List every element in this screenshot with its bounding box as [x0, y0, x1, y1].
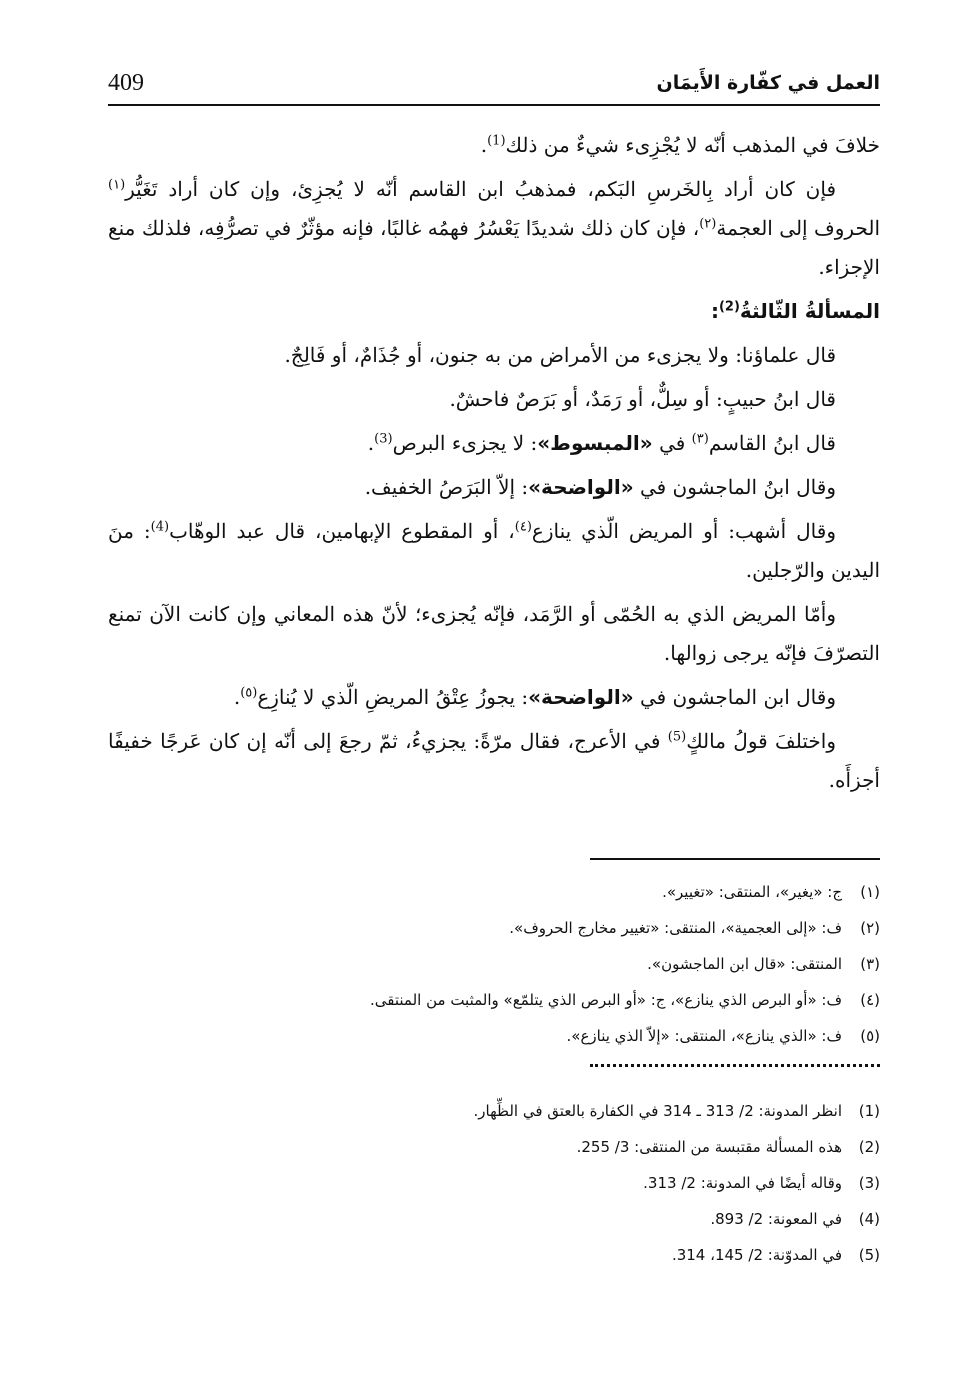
paragraph-4: قال ابنُ حبيبٍ: أو سِلٌّ، أو رَمَدٌ، أو بَرَصٌ فاحشٌ. — [449, 387, 836, 411]
note-text: وقاله أيضًا في المدونة: 2/ 313. — [643, 1174, 842, 1192]
footnote-ref: (٤) — [514, 519, 532, 535]
source-notes — [108, 1093, 880, 1273]
source-note — [108, 1237, 880, 1273]
source-note — [108, 1201, 880, 1237]
footnote-ref: (٥) — [240, 685, 258, 701]
paragraph-6-text-b: : إلاّ البَرَصُ الخفيف. — [364, 475, 529, 499]
paragraph-5-text-a: قال ابنُ القاسم — [708, 431, 836, 455]
source-note — [108, 1093, 880, 1129]
paragraph-2 — [108, 170, 880, 287]
footnote-ref: (3) — [374, 431, 393, 447]
paragraph-5-text-c: : لا يجزىء البرص — [392, 431, 538, 455]
note-number: (١) — [860, 883, 880, 901]
book-title: «الواضحة» — [528, 685, 634, 709]
paragraph-5-end: . — [367, 431, 375, 455]
variant-note — [108, 874, 880, 910]
note-number: (٥) — [860, 1027, 880, 1045]
book-title: «الواضحة» — [528, 475, 634, 499]
note-number: (٣) — [860, 955, 880, 973]
footnote-separator — [590, 858, 880, 860]
book-title: «المبسوط» — [537, 431, 653, 455]
note-text: في المدوّنة: 2/ 145، 314. — [671, 1246, 842, 1264]
paragraph-9-text-b: : يجوزُ عِتْقُ المريضِ الّذي لا يُنازِع — [257, 685, 529, 709]
paragraph-5 — [108, 424, 880, 463]
paragraph-1-text: خلافَ في المذهب أنّه لا يُجْزِىء شيءٌ من ذلك — [505, 133, 880, 157]
variant-note — [108, 910, 880, 946]
page-header — [108, 70, 880, 106]
footnote-ref: (٢) — [699, 216, 717, 232]
footnote-ref: (4) — [150, 519, 170, 535]
note-number: (5) — [858, 1246, 880, 1264]
paragraph-5-text-b: في — [652, 431, 692, 455]
paragraph-2-text-a: فإن كان أراد بِالخَرسِ البَكم، فمذهبُ ابن القاسم أنّه لا يُجزِئ، وإن كان أراد تَغَيُّر — [125, 177, 836, 201]
paragraph-7-text-c: : منَ اليدين والرّجلين. — [108, 519, 880, 582]
paragraph-7-text-a: وقال أشهب: أو المريض الّذي ينازع — [531, 519, 836, 543]
note-number: (2) — [858, 1138, 880, 1156]
main-text — [108, 126, 880, 805]
paragraph-9 — [108, 678, 880, 717]
section-heading-text: المسألةُ الثّالثةُ — [739, 299, 880, 323]
footnote-ref: (٣) — [691, 431, 709, 447]
footnote-ref: (5) — [667, 729, 687, 745]
section-heading-colon: : — [710, 299, 719, 323]
paragraph-1-end: . — [480, 133, 488, 157]
running-title: العمل في كفّارة الأَيمَان — [656, 72, 880, 94]
note-text: ف: «الذي ينازع»، المنتقى: «إلاّ الذي ينازع». — [566, 1027, 842, 1045]
note-number: (٢) — [860, 919, 880, 937]
variant-note — [108, 982, 880, 1018]
paragraph-7-text-b: ، أو المقطوع الإبهامين، قال عبد الوهّاب — [169, 519, 515, 543]
paragraph-2-text-b: الحروف إلى العجمة — [716, 216, 881, 240]
paragraph-10-text-b: في الأعرج، فقال مرّةً: يجزيءُ، ثمّ رجعَ إلى أنّه إن كان عَرجًا خفيفًا أجزأَه. — [108, 729, 880, 792]
footnote-ref: (2) — [718, 299, 740, 315]
note-text: المنتقى: «قال ابن الماجشون». — [647, 955, 842, 973]
note-text: ف: «أو البرص الذي ينازع»، ج: «أو البرص الذي يتلمّع» والمثبت من المنتقى. — [370, 991, 842, 1009]
dotted-separator — [590, 1064, 880, 1067]
page-number: 409 — [108, 70, 144, 96]
paragraph-3: قال علماؤنا: ولا يجزىء من الأمراض من به جنون، أو جُذَامٌ، أو فَالِجٌ. — [284, 343, 836, 367]
variant-note — [108, 1018, 880, 1054]
paragraph-10-text-a: واختلفَ قولُ مالكٍ — [686, 729, 836, 753]
note-text: انظر المدونة: 2/ 313 ـ 314 في الكفارة بالعتق في الظِّهار. — [473, 1102, 842, 1120]
note-number: (3) — [858, 1174, 880, 1192]
note-text: في المعونة: 2/ 893. — [710, 1210, 842, 1228]
paragraph-7 — [108, 512, 880, 590]
variant-note — [108, 946, 880, 982]
paragraph-6-text-a: وقال ابنُ الماجشون في — [633, 475, 836, 499]
footnote-ref: (١) — [108, 177, 126, 193]
paragraph-2-text-c: ، فإن كان ذلك شديدًا يَعْسُرُ فهمُه غالبًا، فإنه مؤثّرٌ في تصرُّفِه، فلذلك منع الإجزاء. — [108, 216, 880, 279]
paragraph-9-end: . — [233, 685, 241, 709]
paragraph-6 — [108, 468, 880, 507]
note-text: هذه المسألة مقتبسة من المنتقى: 3/ 255. — [576, 1138, 842, 1156]
source-note — [108, 1165, 880, 1201]
paragraph-9-text-a: وقال ابن الماجشون في — [633, 685, 836, 709]
section-heading — [108, 292, 880, 331]
note-number: (1) — [858, 1102, 880, 1120]
paragraph-1 — [108, 126, 880, 165]
paragraph-8: وأمّا المريض الذي به الحُمّى أو الرَّمَد، فإنّه يُجزىء؛ لأنّ هذه المعاني وإن كانت الآن تمنع التصرّفَ فإنّه يرجى زوالها. — [108, 602, 880, 665]
paragraph-10 — [108, 722, 880, 800]
source-note — [108, 1129, 880, 1165]
note-text: ج: «يغير»، المنتقى: «تغيير». — [662, 883, 842, 901]
note-number: (4) — [858, 1210, 880, 1228]
footnote-ref: (1) — [487, 133, 506, 149]
note-text: ف: «إلى العجمية»، المنتقى: «تغيير مخارج الحروف». — [509, 919, 842, 937]
variant-notes — [108, 874, 880, 1054]
note-number: (٤) — [860, 991, 880, 1009]
